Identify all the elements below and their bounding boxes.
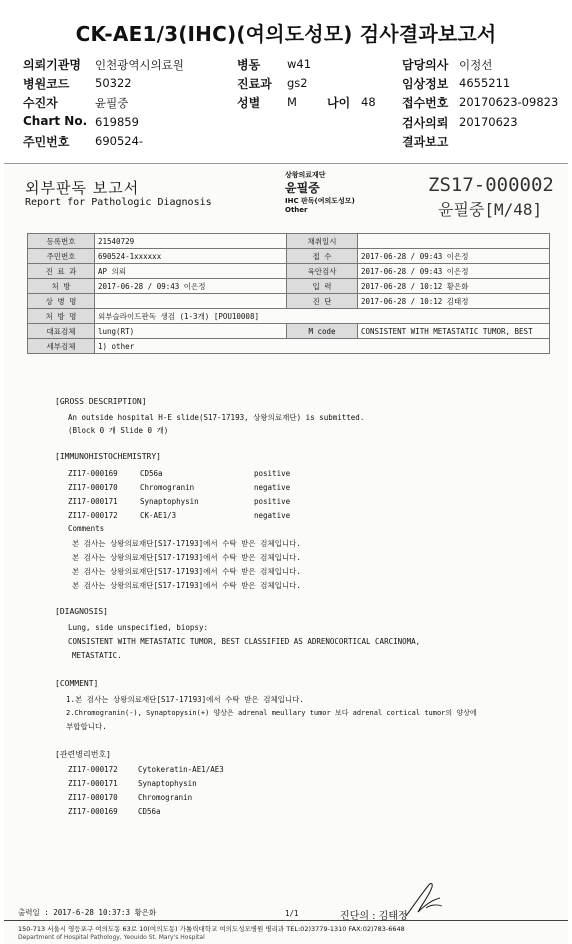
related-heading: [관련병리번호] [55,750,112,759]
related-name: Cytokeratin-AE1/AE3 [138,765,224,774]
cell-label: 입 력 [287,279,358,294]
comment-line: 본 검사는 상왕의료재단[S17-17193]에서 수탁 받은 검체입니다. [72,553,301,562]
value-chart-no: 619859 [95,115,139,129]
value-patient: 윤필중 [95,96,129,110]
footer-divider [4,920,568,921]
label-hospital-code: 병원코드 [23,77,70,91]
gross-line: An outside hospital H-E slide(S17-17193, 상왕의료재단) is submitted. [68,413,365,422]
institution-name: 윤필중 [285,181,320,195]
ihc-id: ZI17-000170 [68,483,118,492]
label-patient: 수진자 [23,96,58,110]
label-ward: 병동 [237,58,261,72]
ihc-marker: Chromogranin [140,483,195,492]
cell-label: 주민번호 [28,249,95,264]
label-resident-id: 주민번호 [23,135,70,149]
value-resident-id: 690524- [95,134,144,148]
address-en: Department of Hospital Pathology, Yeouido St. Mary's Hospital [18,934,205,941]
value-department: gs2 [287,76,308,90]
label-chart-no: Chart No. [23,114,88,128]
cell-label: 육안검사 [287,264,358,279]
print-info: 출력일 : 2017-6-28 10:37:3 황은화 [18,908,157,917]
label-result-report: 결과보고 [402,135,449,149]
cell-value: 690524-1xxxxxx [95,249,287,264]
report-title-en: Report for Pathologic Diagnosis [25,197,212,208]
specimen-info-table [27,233,550,354]
doctor-name: 진단의 : 김태정 [340,911,408,922]
diagnosis-line: CONSISTENT WITH METASTATIC TUMOR, BEST CLASSIFIED AS ADRENOCORTICAL CARCINOMA, [68,637,421,646]
cell-value: AP 의뢰 [95,264,287,279]
label-clinical-info: 임상정보 [402,77,449,91]
label-institution: 의뢰기관명 [23,58,81,72]
ihc-result: negative [254,483,291,492]
related-id: ZI17-000169 [68,807,118,816]
ihc-marker: Synaptophysin [140,497,199,506]
gross-line: (Block 0 개 Slide 0 개) [68,426,169,435]
comment-text: 2.Chromogranin(-), Synaptopysin(+) 양상은 adrenal meullary tumor 보다 adrenal cortical tumor의 양상에 [66,709,477,717]
page-title: CK-AE1/3(IHC)(여의도성모) 검사결과보고서 [75,22,497,46]
cell-label: 상 병 명 [28,294,95,309]
cell-value: 21540729 [95,234,287,249]
cell-value [358,234,550,249]
related-id: ZI17-000172 [68,765,118,774]
ihc-result: negative [254,511,291,520]
cell-label: 처 방 [28,279,95,294]
value-institution: 인천광역시의료원 [95,58,184,72]
comment-text: 1.본 검사는 상왕의료재단[S17-17193]에서 수탁 받은 검체입니다. [66,695,304,704]
page-number: 1/1 [285,909,299,918]
value-receipt-no: 20170623-09823 [459,95,559,109]
institution-line4: Other [285,206,308,214]
related-name: CD56a [138,807,161,816]
cell-value: 2017-06-28 / 09:43 이은정 [358,249,550,264]
cell-label: 진 단 [287,294,358,309]
value-age: 48 [361,95,376,109]
related-name: Chromogranin [138,793,193,802]
ihc-id: ZI17-000169 [68,469,118,478]
comment-text: 부합합니다. [66,722,107,731]
cell-value: 2017-06-28 / 10:12 김태정 [358,294,550,309]
comment-line: 본 검사는 상왕의료재단[S17-17193]에서 수탁 받은 검체입니다. [72,539,301,548]
diagnosis-line: METASTATIC. [72,651,122,660]
label-request-date: 검사의뢰 [402,116,449,130]
cell-value: CONSISTENT WITH METASTATIC TUMOR, BEST [358,324,550,339]
address: 150-713 서울시 영등포구 여의도동 63로 10(여의도동) 가톨릭대학교 여의도성모병원 병리과 TEL:02)3779-1310 FAX:02)783-6648 [18,925,405,933]
ihc-result: positive [254,469,291,478]
label-age: 나이 [327,96,351,110]
cell-value: 2017-06-28 / 09:43 이은정 [95,279,287,294]
ihc-marker: CK-AE1/3 [140,511,177,520]
case-number: ZS17-000002 [428,174,554,196]
ihc-marker: CD56a [140,469,163,478]
cell-label: 처 방 명 [28,309,95,324]
related-id: ZI17-000170 [68,793,118,802]
cell-label: 대표검체 [28,324,95,339]
related-name: Synaptophysin [138,779,197,788]
cell-value [95,294,287,309]
institution-small: 상왕의료재단 [285,171,326,179]
comment-heading: [COMMENT] [55,679,99,688]
signature-icon [402,878,446,920]
value-doctor: 이정선 [459,58,493,72]
ihc-result: positive [254,497,291,506]
label-receipt-no: 접수번호 [402,96,449,110]
comment-line: 본 검사는 상왕의료재단[S17-17193]에서 수탁 받은 검체입니다. [72,567,301,576]
cell-value: 1) other [95,339,550,354]
ihc-id: ZI17-000172 [68,511,118,520]
value-clinical-info: 4655211 [459,76,511,90]
institution-line3: IHC 판독(여의도성모) [285,197,355,205]
gross-heading: [GROSS DESCRIPTION] [55,397,147,406]
comments-label: Comments [68,524,105,533]
value-sex: M [287,95,297,109]
ihc-heading: [IMMUNOHISTOCHEMISTRY] [55,452,161,461]
cell-value: 외부슬라이드판독 생검 (1-3개) [POU10008] [95,309,550,324]
ihc-id: ZI17-000171 [68,497,118,506]
value-hospital-code: 50322 [95,76,132,90]
cell-label: 등록번호 [28,234,95,249]
value-ward: w41 [287,57,312,71]
diagnosis-heading: [DIAGNOSIS] [55,607,108,616]
cell-value: 2017-06-28 / 10:12 황은화 [358,279,550,294]
cell-label: 접 수 [287,249,358,264]
related-id: ZI17-000171 [68,779,118,788]
value-request-date: 20170623 [459,115,518,129]
label-department: 진료과 [237,77,272,91]
label-doctor: 담당의사 [402,58,449,72]
cell-label: 채취일시 [287,234,358,249]
case-patient: 윤필중[M/48] [438,200,543,219]
report-title-ko: 외부판독 보고서 [25,179,140,197]
label-sex: 성별 [237,96,261,110]
cell-label: M code [287,324,358,339]
cell-value: lung(RT) [95,324,287,339]
cell-label: 진 료 과 [28,264,95,279]
cell-value: 2017-06-28 / 09:43 이은정 [358,264,550,279]
cell-label: 세부검체 [28,339,95,354]
comment-line: 본 검사는 상왕의료재단[S17-17193]에서 수탁 받은 검체입니다. [72,581,301,590]
diagnosis-line: Lung, side unspecified, biopsy: [68,623,208,632]
